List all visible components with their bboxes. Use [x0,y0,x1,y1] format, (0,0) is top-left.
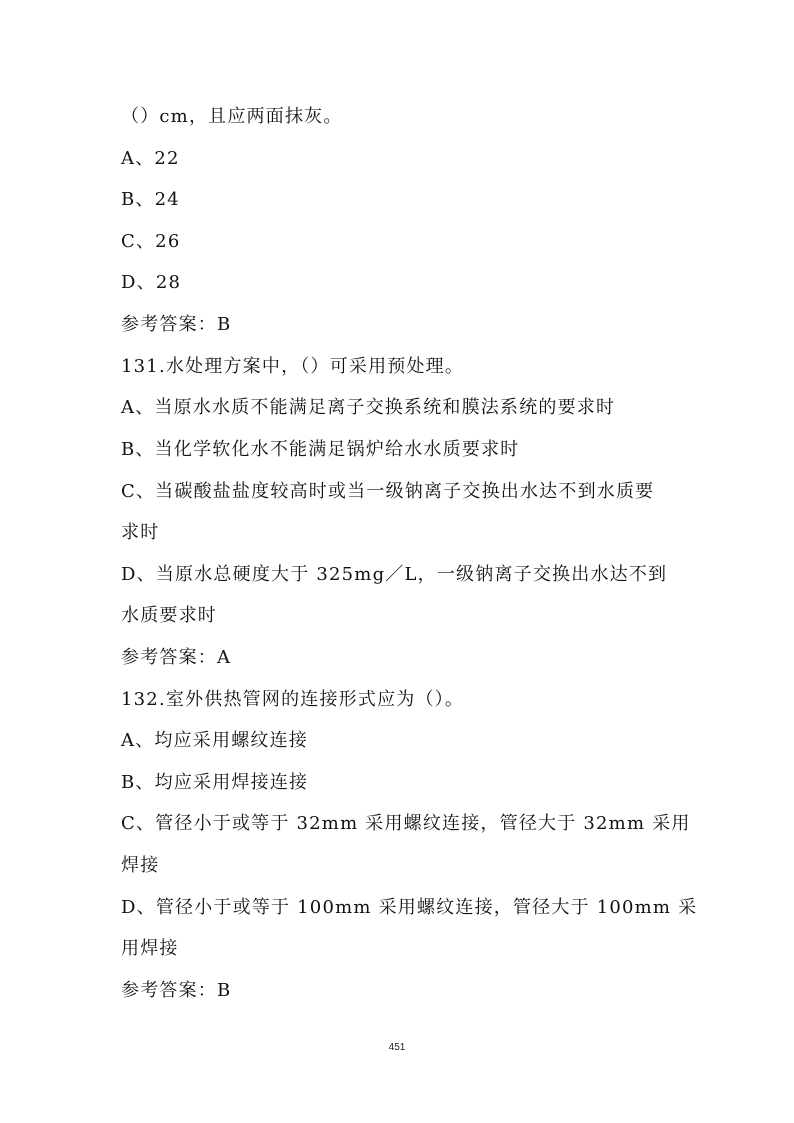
option-a: A、均应采用螺纹连接 [121,730,308,751]
option-b: B、24 [121,189,180,210]
option-a: A、当原水水质不能满足离子交换系统和膜法系统的要求时 [121,397,616,418]
option-a: A、22 [121,148,180,169]
option-d-continuation: 用焊接 [121,938,179,959]
question-131: 131.水处理方案中，（）可采用预处理。 [121,356,465,377]
page-number: 451 [388,1042,406,1053]
option-c: C、26 [121,231,181,252]
option-c: C、管径小于或等于 32mm 采用螺纹连接，管径大于 32mm 采用 [121,813,691,834]
option-d: D、管径小于或等于 100mm 采用螺纹连接，管径大于 100mm 采 [121,897,698,918]
option-b: B、当化学软化水不能满足锅炉给水水质要求时 [121,439,520,460]
answer-key: 参考答案：B [121,314,232,335]
option-d: D、28 [121,272,182,293]
option-d-continuation: 水质要求时 [121,605,217,626]
option-c-continuation: 焊接 [121,855,160,876]
option-c: C、当碳酸盐盐度较高时或当一级钠离子交换出水达不到水质要 [121,481,655,502]
option-b: B、均应采用焊接连接 [121,772,309,793]
answer-key: 参考答案：A [121,647,232,668]
question-130-continuation: （）cm，且应两面抹灰。 [121,106,343,127]
option-d: D、当原水总硬度大于 325mg／L，一级钠离子交换出水达不到 [121,564,668,585]
option-c-continuation: 求时 [121,522,160,543]
answer-key: 参考答案：B [121,980,232,1001]
question-132: 132.室外供热管网的连接形式应为（）。 [121,689,465,710]
